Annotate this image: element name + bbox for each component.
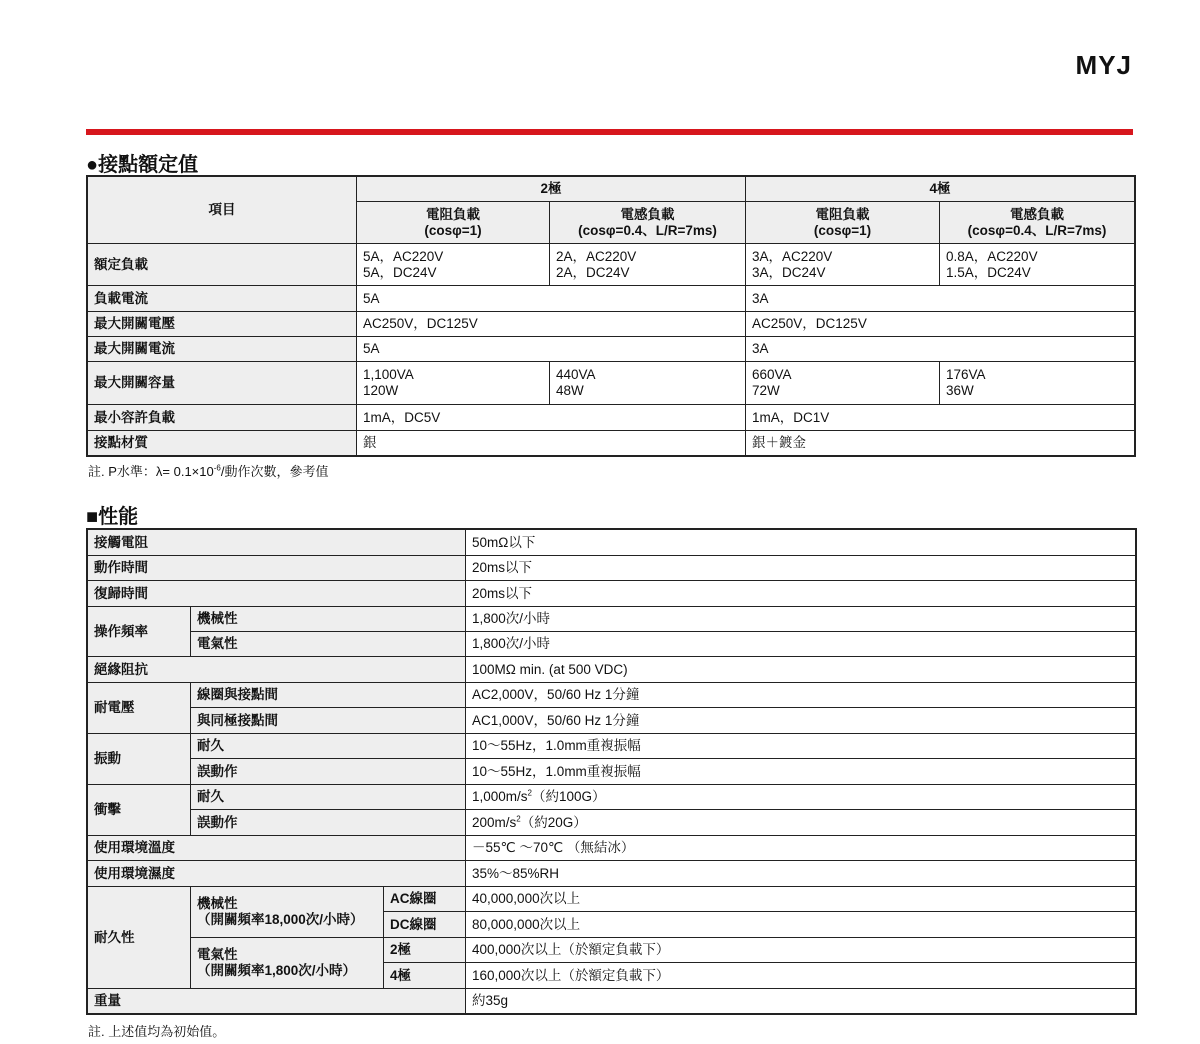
table-row [88, 989, 1136, 1014]
row-label: 最大開關電流 [88, 337, 357, 362]
sub-label: DC線圈 [384, 912, 466, 938]
row-label: 動作時間 [88, 556, 466, 581]
table-row [88, 759, 1136, 785]
table-cell: 10～55Hz，1.0mm重複振幅 [466, 734, 1136, 759]
sub-label: 機械性 [191, 607, 466, 632]
table-cell: 5A [357, 286, 746, 312]
table-cell: 3A [746, 337, 1135, 362]
header-red-rule [86, 129, 1133, 135]
table-cell: AC250V，DC125V [746, 312, 1135, 337]
table-cell: 1,800次/小時 [466, 632, 1136, 657]
load-type-header: 電感負載 (cosφ=0.4、L/R=7ms) [550, 202, 746, 244]
performance-note: 註. 上述值均為初始值。 [88, 1024, 226, 1039]
table-cell: 80,000,000次以上 [466, 912, 1136, 938]
sub-label: 4極 [384, 963, 466, 989]
table-cell: 銀 [357, 431, 746, 456]
contact-rating-title: ●接點額定值 [86, 154, 199, 176]
table-cell: $200m/s^2$（約20G） [466, 810, 1136, 836]
table-cell: 3A，AC220V 3A，DC24V [746, 244, 940, 286]
sub-label: 誤動作 [191, 810, 466, 836]
sub-label: 與同極接點間 [191, 708, 466, 734]
table-row [88, 286, 1135, 312]
table-cell: 176VA 36W [940, 362, 1135, 405]
table-row [88, 431, 1135, 456]
table-cell: 1,100VA 120W [357, 362, 550, 405]
sub-label: AC線圈 [384, 887, 466, 912]
contact-rating-table [87, 176, 1135, 456]
row-label: 最大開關電壓 [88, 312, 357, 337]
table-cell: 0.8A，AC220V 1.5A，DC24V [940, 244, 1135, 286]
table-cell: 1mA，DC1V [746, 405, 1135, 431]
table-cell: 440VA 48W [550, 362, 746, 405]
sub-label: 電氣性 （開關頻率1,800次/小時） [191, 938, 384, 989]
row-label: 使用環境溫度 [88, 836, 466, 861]
row-label: 操作頻率 [88, 607, 191, 657]
row-label: 衝擊 [88, 785, 191, 836]
table-cell: 1mA，DC5V [357, 405, 746, 431]
table-cell: 3A [746, 286, 1135, 312]
table-row [88, 405, 1135, 431]
row-label: 負載電流 [88, 286, 357, 312]
row-label: 接點材質 [88, 431, 357, 456]
table-cell: AC250V，DC125V [357, 312, 746, 337]
table-cell: AC1,000V，50/60 Hz 1分鐘 [466, 708, 1136, 734]
load-type-header: 電感負載 (cosφ=0.4、L/R=7ms) [940, 202, 1135, 244]
table-row [88, 734, 1136, 759]
rating-note: 註. P水準：$\lambda= 0.1\times 10^{-6}/$動作次數，參考值 [88, 463, 329, 479]
sub-label: 耐久 [191, 785, 466, 810]
table-cell: 40,000,000次以上 [466, 887, 1136, 912]
row-label: 使用環境濕度 [88, 861, 466, 887]
table-cell: 銀＋鍍金 [746, 431, 1135, 456]
table-cell: 100MΩ min. (at 500 VDC) [466, 657, 1136, 683]
table-row [88, 657, 1136, 683]
row-label: 接觸電阻 [88, 530, 466, 556]
table-cell: 1,800次/小時 [466, 607, 1136, 632]
table-cell: 10～55Hz，1.0mm重複振幅 [466, 759, 1136, 785]
row-label: 最大開關容量 [88, 362, 357, 405]
table-cell: AC2,000V，50/60 Hz 1分鐘 [466, 683, 1136, 708]
row-label: 復歸時間 [88, 581, 466, 607]
pole2-header: 2極 [357, 177, 746, 202]
table-row [88, 530, 1136, 556]
table-cell: 2A，AC220V 2A，DC24V [550, 244, 746, 286]
pole4-header: 4極 [746, 177, 1135, 202]
table-cell: $1,000m/s^2$（約100G） [466, 785, 1136, 810]
model-name: MYJ [1075, 50, 1132, 80]
table-cell: 20ms以下 [466, 556, 1136, 581]
performance-title: ■性能 [86, 506, 139, 528]
performance-table [87, 529, 1136, 1014]
sub-label: 耐久 [191, 734, 466, 759]
sub-label: 電氣性 [191, 632, 466, 657]
table-cell: 20ms以下 [466, 581, 1136, 607]
load-type-header: 電阻負載 (cosφ=1) [746, 202, 940, 244]
table-row [88, 607, 1136, 632]
table-cell: 660VA 72W [746, 362, 940, 405]
table-cell: 5A，AC220V 5A，DC24V [357, 244, 550, 286]
table-row [88, 556, 1136, 581]
row-label: 最小容許負載 [88, 405, 357, 431]
sub-label: 2極 [384, 938, 466, 963]
item-header: 項目 [88, 177, 357, 244]
table-row [88, 861, 1136, 887]
sub-label: 線圈與接點間 [191, 683, 466, 708]
table-row [88, 244, 1135, 286]
table-cell: －55℃ ～70℃ （無結冰） [466, 836, 1136, 861]
row-label: 絕緣阻抗 [88, 657, 466, 683]
table-cell: 400,000次以上（於額定負載下） [466, 938, 1136, 963]
table-row [88, 836, 1136, 861]
table-row [88, 337, 1135, 362]
table-row [88, 708, 1136, 734]
table-row [88, 887, 1136, 912]
row-label: 額定負載 [88, 244, 357, 286]
row-label: 振動 [88, 734, 191, 785]
row-label: 耐久性 [88, 887, 191, 989]
table-cell: 約35g [466, 989, 1136, 1014]
table-row [88, 312, 1135, 337]
table-cell: 50mΩ以下 [466, 530, 1136, 556]
table-row [88, 810, 1136, 836]
table-cell: 35%～85%RH [466, 861, 1136, 887]
table-row [88, 581, 1136, 607]
table-row [88, 785, 1136, 810]
row-label: 耐電壓 [88, 683, 191, 734]
table-cell: 5A [357, 337, 746, 362]
load-type-header: 電阻負載 (cosφ=1) [357, 202, 550, 244]
table-cell: 160,000次以上（於額定負載下） [466, 963, 1136, 989]
sub-label: 誤動作 [191, 759, 466, 785]
table-row [88, 362, 1135, 405]
sub-label: 機械性 （開關頻率18,000次/小時） [191, 887, 384, 938]
table-row [88, 632, 1136, 657]
table-row [88, 938, 1136, 963]
row-label: 重量 [88, 989, 466, 1014]
table-row [88, 683, 1136, 708]
